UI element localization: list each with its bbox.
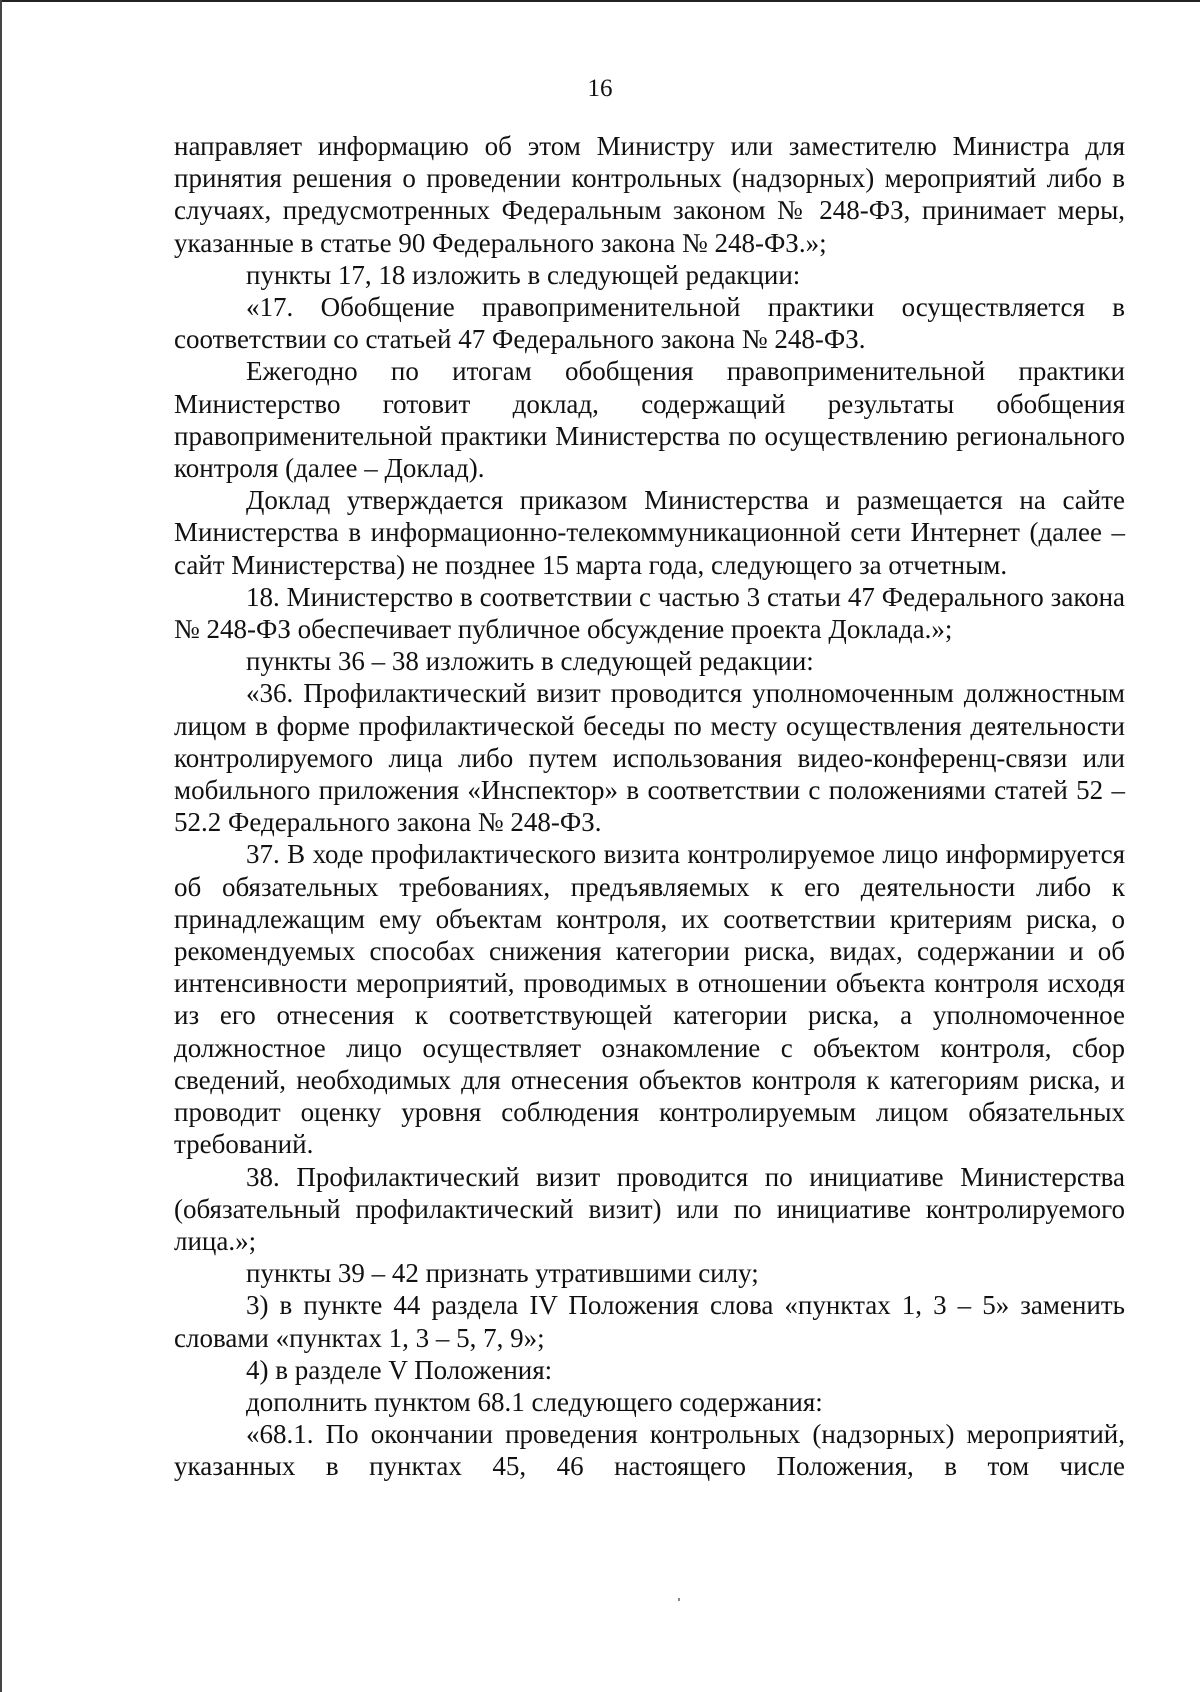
paragraph-add-68-1: дополнить пунктом 68.1 следующего содержания: <box>246 1386 823 1417</box>
paragraph-annual-report: Ежегодно по итогам обобщения правоприменительной практики Министерство готовит доклад, содержащий результаты обобщения правоприменительной практики Министерства по осуществлению регионального контроля (далее – Доклад). <box>174 356 1125 484</box>
paragraph-item-37: 37. В ходе профилактического визита контролируемое лицо информируется об обязательных требованиях, предъявляемых к его деятельности либо к принадлежащим ему объектам контроля, их соответствии критериям риска, о рекомендуемых способах снижения категории риска, видах, содержании и об интенсивности мероприятий, проводимых в отношении объекта контроля исходя из его отнесения к соответствующей категории риска, а уполномоченное должностное лицо осуществляет ознакомление с объектом контроля, сбор сведений, необходимых для отнесения объектов контроля к категориям риска, и проводит оценку уровня соблюдения контролируемым лицом обязательных требований. <box>174 839 1125 1160</box>
paragraph-report-approval: Доклад утверждается приказом Министерства и размещается на сайте Министерства в информационно-телекоммуникационной сети Интернет (далее – сайт Министерства) не позднее 15 марта года, следующего за отчетным. <box>174 485 1125 580</box>
scan-speck <box>678 1598 680 1601</box>
paragraph-item-17: «17. Обобщение правоприменительной практики осуществляется в соответствии со статьей 47 Федерального закона № 248-ФЗ. <box>174 292 1125 355</box>
scan-edge-top <box>0 0 1200 2</box>
scan-edge-left <box>0 0 2 1692</box>
paragraph-subitem-3: 3) в пункте 44 раздела IV Положения слова «пунктах 1, 3 – 5» заменить словами «пунктах 1, 3 – 5, 7, 9»; <box>174 1290 1125 1353</box>
paragraph-item-18: 18. Министерство в соответствии с частью 3 статьи 47 Федерального закона № 248-ФЗ обеспечивает публичное обсуждение проекта Доклада.»; <box>174 581 1125 645</box>
document-body <box>174 130 1125 1483</box>
paragraph-continuation: направляет информацию об этом Министру или заместителю Министра для принятия решения о проведении контрольных (надзорных) мероприятий либо в случаях, предусмотренных Федеральным законом № 248-ФЗ, принимает меры, указанные в статье 90 Федерального закона № 248-ФЗ.»; <box>174 131 1125 258</box>
paragraph-amendment-17-18: пункты 17, 18 изложить в следующей редакции: <box>246 259 801 290</box>
paragraph-item-38: 38. Профилактический визит проводится по инициативе Министерства (обязательный профилактический визит) или по инициативе контролируемого лица.»; <box>174 1161 1125 1256</box>
paragraph-item-36: «36. Профилактический визит проводится уполномоченным должностным лицом в форме профилактической беседы по месту осуществления деятельности контролируемого лица либо путем использования видео-конференц-связи или мобильного приложения «Инспектор» в соответствии с положениями статей 52 – 52.2 Федерального закона № 248-ФЗ. <box>174 678 1125 838</box>
paragraph-items-39-42: пункты 39 – 42 признать утратившими силу; <box>246 1258 759 1289</box>
paragraph-item-68-1: «68.1. По окончании проведения контрольных (надзорных) мероприятий, указанных в пунктах 45, 46 настоящего Положения, в том числе <box>174 1419 1125 1482</box>
page-number: 16 <box>587 75 613 102</box>
paragraph-amendment-36-38: пункты 36 – 38 изложить в следующей редакции: <box>246 646 814 677</box>
paragraph-subitem-4: 4) в разделе V Положения: <box>246 1354 553 1385</box>
